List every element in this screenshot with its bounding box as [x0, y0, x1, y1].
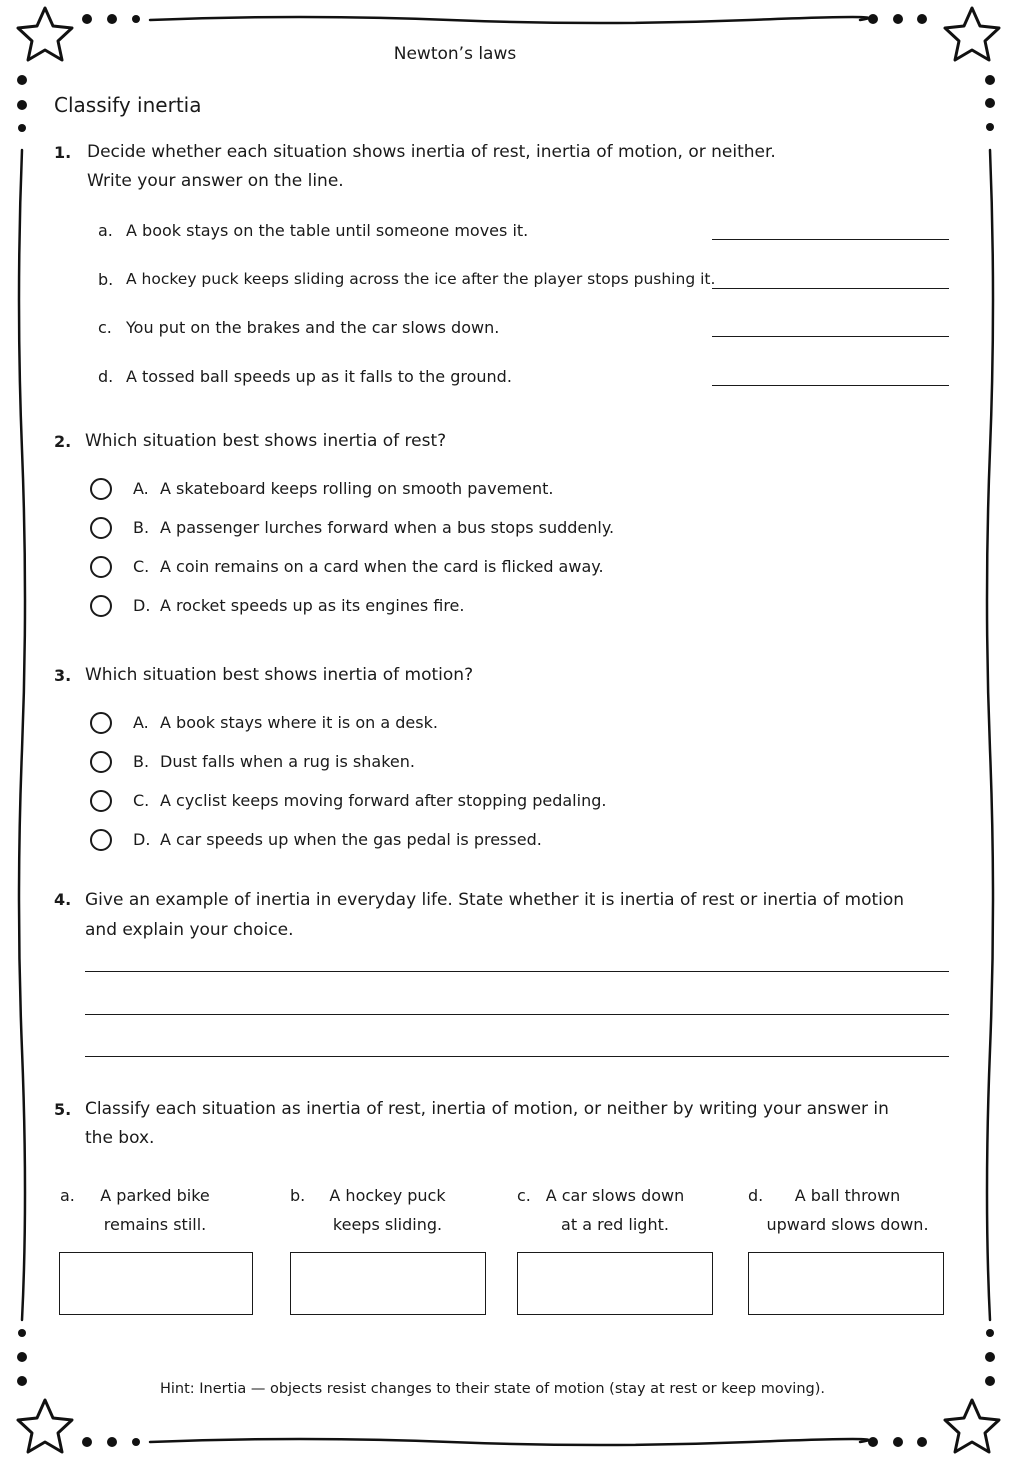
situation-line: A hockey puck	[329, 1186, 446, 1205]
item-label: d.	[98, 367, 114, 386]
worksheet-heading: Classify inertia	[54, 93, 202, 117]
answer-box[interactable]	[59, 1252, 253, 1315]
item-label: c.	[98, 318, 112, 337]
question-number: 5.	[54, 1100, 72, 1119]
option-letter: D.	[133, 830, 151, 849]
question-text-line: the box.	[85, 1128, 155, 1148]
item-label: a.	[60, 1186, 75, 1205]
answer-line[interactable]	[712, 239, 949, 240]
question-text-line: and explain your choice.	[85, 920, 294, 940]
option-letter: C.	[133, 557, 150, 576]
option-text: Dust falls when a rug is shaken.	[160, 752, 415, 771]
situation-text	[540, 1181, 690, 1239]
situation-text	[755, 1181, 940, 1239]
radio-option[interactable]	[90, 751, 112, 773]
question-text: Which situation best shows inertia of motion?	[85, 665, 474, 685]
item-text: A book stays on the table until someone moves it.	[126, 221, 529, 240]
question-text-line: Give an example of inertia in everyday life. State whether it is inertia of rest or inertia of motion	[85, 890, 905, 910]
answer-line[interactable]	[712, 288, 949, 289]
item-text: You put on the brakes and the car slows down.	[126, 318, 500, 337]
question-text-line: Classify each situation as inertia of rest, inertia of motion, or neither by writing your answer in	[85, 1099, 889, 1119]
page-title: Newton’s laws	[393, 44, 517, 64]
option-text: A car speeds up when the gas pedal is pressed.	[160, 830, 542, 849]
question-number: 4.	[54, 890, 72, 909]
item-label: c.	[517, 1186, 531, 1205]
radio-option[interactable]	[90, 595, 112, 617]
radio-option[interactable]	[90, 478, 112, 500]
situation-text	[325, 1181, 450, 1239]
answer-line[interactable]	[712, 336, 949, 337]
star-icon	[945, 1400, 999, 1452]
situation-line: A parked bike	[100, 1186, 210, 1205]
situation-line: upward slows down.	[766, 1215, 929, 1234]
option-text: A rocket speeds up as its engines fire.	[160, 596, 465, 615]
question-text-line: Write your answer on the line.	[87, 171, 344, 191]
item-text: A hockey puck keeps sliding across the ice after the player stops pushing it.	[126, 270, 716, 288]
question-text	[85, 1095, 889, 1153]
question-text	[87, 138, 776, 196]
radio-option[interactable]	[90, 790, 112, 812]
radio-option[interactable]	[90, 556, 112, 578]
item-label: b.	[98, 270, 114, 289]
star-icon	[18, 1400, 72, 1452]
situation-line: A car slows down	[545, 1186, 685, 1205]
situation-text	[95, 1181, 215, 1239]
option-text: A passenger lurches forward when a bus stops suddenly.	[160, 518, 615, 537]
item-label: b.	[290, 1186, 306, 1205]
answer-box[interactable]	[517, 1252, 713, 1315]
radio-option[interactable]	[90, 517, 112, 539]
writing-line[interactable]	[85, 1014, 949, 1015]
question-number: 2.	[54, 432, 72, 451]
option-letter: A.	[133, 713, 149, 732]
item-label: a.	[98, 221, 113, 240]
option-text: A book stays where it is on a desk.	[160, 713, 438, 732]
answer-box[interactable]	[290, 1252, 486, 1315]
radio-option[interactable]	[90, 712, 112, 734]
answer-line[interactable]	[712, 385, 949, 386]
question-number: 3.	[54, 666, 72, 685]
question-text-line: Decide whether each situation shows inertia of rest, inertia of motion, or neither.	[87, 142, 776, 162]
radio-option[interactable]	[90, 829, 112, 851]
option-letter: B.	[133, 518, 150, 537]
situation-line: remains still.	[103, 1215, 207, 1234]
answer-box[interactable]	[748, 1252, 944, 1315]
situation-line: keeps sliding.	[332, 1215, 443, 1234]
option-text: A skateboard keeps rolling on smooth pavement.	[160, 479, 554, 498]
option-letter: A.	[133, 479, 149, 498]
star-icon	[945, 8, 999, 60]
item-label: d.	[748, 1186, 764, 1205]
option-letter: C.	[133, 791, 150, 810]
situation-line: at a red light.	[561, 1215, 669, 1234]
question-text: Which situation best shows inertia of rest?	[85, 431, 447, 451]
writing-line[interactable]	[85, 971, 949, 972]
question-number: 1.	[54, 143, 72, 162]
item-text: A tossed ball speeds up as it falls to the ground.	[126, 367, 512, 386]
option-letter: B.	[133, 752, 150, 771]
option-text: A coin remains on a card when the card is flicked away.	[160, 557, 604, 576]
question-text	[85, 885, 904, 945]
writing-line[interactable]	[85, 1056, 949, 1057]
situation-line: A ball thrown	[794, 1186, 901, 1205]
option-letter: D.	[133, 596, 151, 615]
option-text: A cyclist keeps moving forward after stopping pedaling.	[160, 791, 607, 810]
hint-text: Hint: Inertia — objects resist changes to their state of motion (stay at rest or keep moving).	[159, 1381, 825, 1397]
